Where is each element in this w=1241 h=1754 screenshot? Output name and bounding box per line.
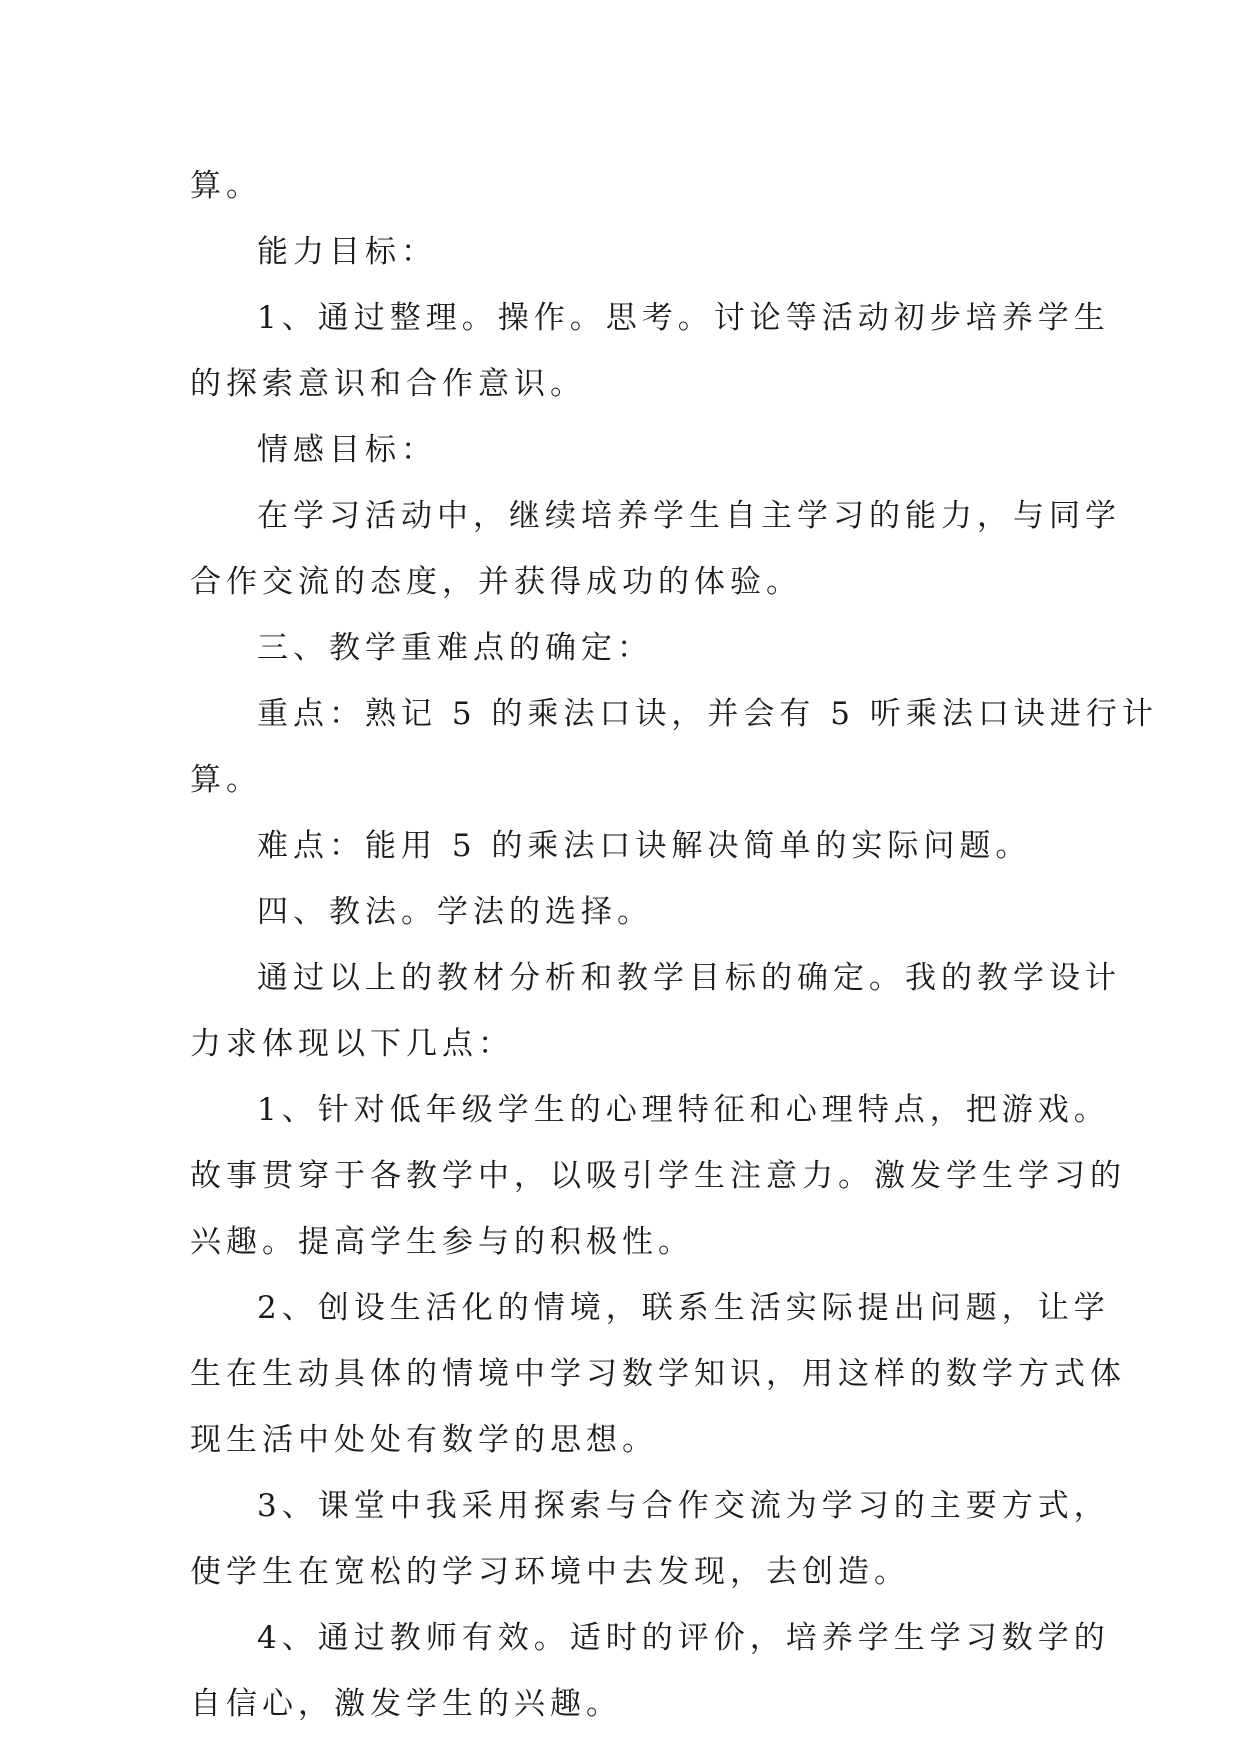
document-page [190,153,1158,1737]
section-heading: 情感目标： [257,432,437,468]
text-line: 使学生在宽松的学习环境中去发现，去创造。 [190,1554,910,1590]
text-line: 通过以上的教材分析和教学目标的确定。我的教学设计 [257,960,1121,996]
text-line: 算。 [190,168,262,204]
text-line: 生在生动具体的情境中学习数学知识，用这样的数学方式体 [190,1356,1126,1392]
text-line: 力求体现以下几点： [190,1026,514,1062]
text-line: 的探索意识和合作意识。 [190,366,586,402]
text-line: 故事贯穿于各教学中，以吸引学生注意力。激发学生学习的 [190,1158,1126,1194]
section-heading: 三、教学重难点的确定： [257,630,653,666]
text-line: 兴趣。提高学生参与的积极性。 [190,1224,694,1260]
text-line: 合作交流的态度，并获得成功的体验。 [190,564,802,600]
text-line: 1、针对低年级学生的心理特征和心理特点，把游戏。 [257,1092,1110,1128]
section-heading: 四、教法。学法的选择。 [257,894,653,930]
text-line: 重点：熟记 5 的乘法口诀，并会有 5 听乘法口诀进行计 [257,696,1158,732]
text-line: 3、课堂中我采用探索与合作交流为学习的主要方式， [257,1488,1110,1524]
text-line: 1、通过整理。操作。思考。讨论等活动初步培养学生 [257,300,1110,336]
text-line: 2、创设生活化的情境，联系生活实际提出问题，让学 [257,1290,1110,1326]
text-line: 在学习活动中，继续培养学生自主学习的能力，与同学 [257,498,1121,534]
text-line: 算。 [190,762,262,798]
text-line: 4、通过教师有效。适时的评价，培养学生学习数学的 [257,1620,1110,1656]
text-line: 现生活中处处有数学的思想。 [190,1422,658,1458]
text-line: 难点：能用 5 的乘法口诀解决简单的实际问题。 [257,828,1032,864]
text-line: 自信心，激发学生的兴趣。 [190,1686,622,1722]
section-heading: 能力目标： [257,234,437,270]
